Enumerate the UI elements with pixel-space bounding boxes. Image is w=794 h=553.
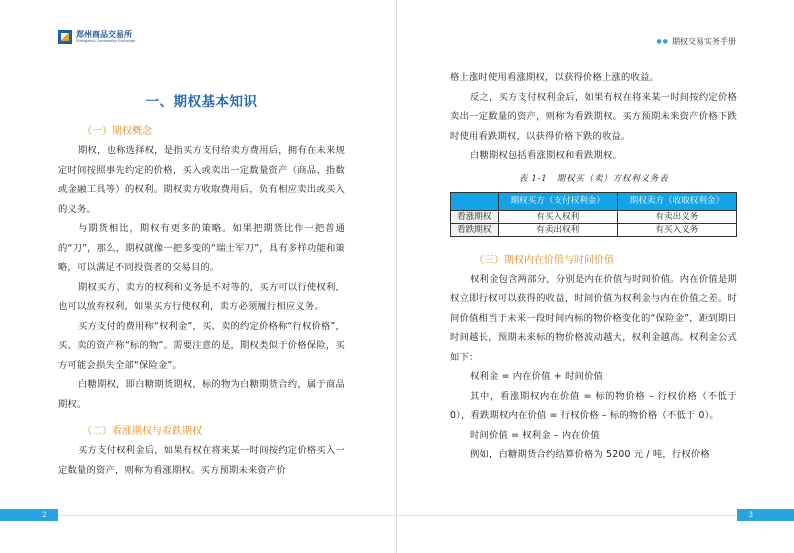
footer-rule <box>397 515 737 516</box>
table-cell: 有卖出义务 <box>617 210 736 223</box>
paragraph: 买方支付权利金后，如果有权在将来某一时间按约定价格买入一定数量的资产，则称为看涨期权。买方预期未来资产价 <box>58 445 345 476</box>
page-number: 3 <box>748 511 753 519</box>
right-page <box>397 0 794 553</box>
section-title-call-put: （二）看涨期权与看跌期权 <box>82 426 202 437</box>
paragraph: 期权买方、卖方的权利和义务是不对等的，买方可以行使权利，也可以放弃权利，如果买方行使权利，卖方必须履行相应义务。 <box>58 281 345 312</box>
chapter-title: 一、期权基本知识 <box>145 94 258 110</box>
paragraph: 与期货相比，期权有更多的策略。如果把期货比作一把普通的“刀”，那么，期权就像一把多变的“瑞士军刀”，具有多样功能和策略，可以满足不同投资者的交易目的。 <box>58 223 345 273</box>
table-cell: 看涨期权 <box>451 210 499 223</box>
table-cell: 有买入义务 <box>617 223 736 236</box>
paragraph: 其中，看涨期权内在价值 = 标的物价格 – 行权价格（不低于 0），看跌期权内在价值 = 行权价格 – 标的物价格（不低于 0）。 <box>450 390 737 421</box>
table-header-cell: 期权卖方（收取权利金） <box>617 192 736 210</box>
running-header <box>657 36 736 47</box>
logo-english-name: Zhengzhou Commodity Exchange <box>76 38 136 43</box>
table-cell: 有买入权利 <box>498 210 617 223</box>
table-caption: 表 1-1 期权买（卖）方权利义务表 <box>518 173 669 184</box>
formula: 权利金 = 内在价值 + 时间价值 <box>470 371 604 382</box>
paragraph: 权利金包含两部分，分别是内在价值与时间价值。内在价值是期权立即行权可以获得的收益，时间价值为权利金与内在价值之差。时间价值相当于未来一段时间内标的物价格变化的“保险金”，距到期日时间越长，预期未来标的物价格波动越大，权利金越高。权利金公式如下： <box>450 273 737 363</box>
page-number: 2 <box>42 511 47 519</box>
exchange-logo-icon <box>58 30 72 44</box>
table-header-cell: 期权买方（支付权利金） <box>498 192 617 210</box>
table-header-row <box>451 192 737 210</box>
table-cell: 看跌期权 <box>451 223 499 236</box>
exchange-logo <box>58 30 135 44</box>
footer-bar <box>737 509 794 521</box>
paragraph: 白糖期权包括看涨期权和看跌期权。 <box>470 150 622 161</box>
table-header-cell <box>451 192 499 210</box>
running-header-title: 期权交易实务手册 <box>672 37 736 46</box>
logo-chinese-name: 郑州商品交易所 <box>76 29 132 39</box>
table-row <box>451 223 737 236</box>
paragraph: 例如，白糖期货合约结算价格为 5200 元 / 吨，行权价格 <box>470 449 710 460</box>
table-row <box>451 210 737 223</box>
paragraph: 反之，买方支付权利金后，如果有权在将来某一时间按约定价格卖出一定数量的资产，则称为看跌期权。买方预期未来资产价格下跌时使用看跌期权，以获得价格下跌的收益。 <box>450 91 737 142</box>
paragraph: 白糖期权，即白糖期货期权，标的物为白糖期货合约，属于商品期权。 <box>58 379 345 410</box>
left-text-column <box>58 90 345 480</box>
section-title-intrinsic-time-value: （三）期权内在价值与时间价值 <box>474 254 614 266</box>
section-title-option-concept: （一）期权概念 <box>82 126 152 137</box>
footer-rule <box>58 515 396 516</box>
rights-obligations-table <box>450 192 737 237</box>
table-cell: 有卖出权利 <box>498 223 617 236</box>
header-dots-icon: ●● <box>656 38 669 45</box>
right-text-column <box>450 68 737 465</box>
paragraph: 期权，也称选择权，是指买方支付给卖方费用后，拥有在未来规定时间按照事先约定的价格，买入或卖出一定数量资产（商品、指数或金融工具等）的权利。期权卖方收取费用后，负有相应卖出或买入的义务。 <box>58 145 345 215</box>
left-page <box>0 0 396 553</box>
paragraph: 买方支付的费用称“权利金”，买、卖的约定价格称“行权价格”，买、卖的资产称“标的物”。需要注意的是，期权类似于价格保险，买方可能会损失全部“保险金”。 <box>58 320 345 371</box>
paragraph: 格上涨时使用看涨期权，以获得价格上涨的收益。 <box>450 72 659 83</box>
formula: 时间价值 = 权利金 – 内在价值 <box>470 429 600 441</box>
footer-bar <box>0 509 58 521</box>
